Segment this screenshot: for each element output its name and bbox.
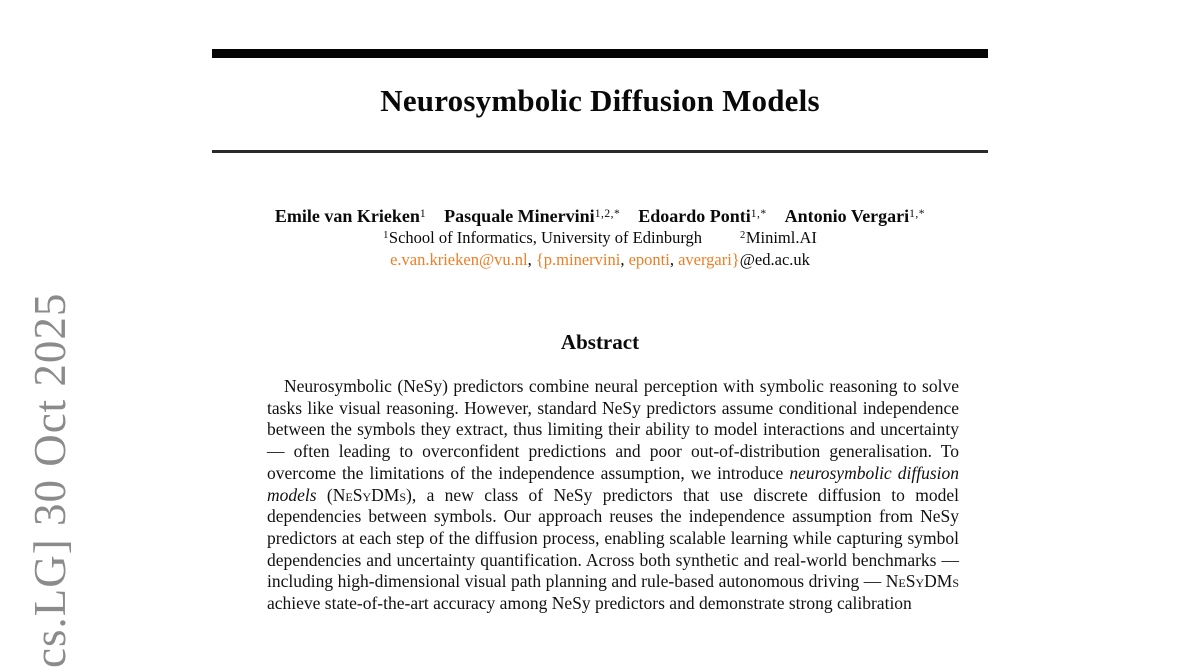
text-segment: Antonio Vergari xyxy=(784,206,910,226)
authors-line xyxy=(100,206,1100,227)
text-segment: School of Informatics, University of Edinburgh xyxy=(388,228,703,247)
text-segment: Miniml.AI xyxy=(745,228,817,247)
abstract-heading: Abstract xyxy=(560,330,640,354)
abstract-text xyxy=(267,376,959,615)
text-segment: 2 xyxy=(740,230,746,242)
email-link[interactable]: avergari} xyxy=(678,250,740,269)
text-segment: NeSyDMs xyxy=(885,571,959,592)
text-segment: ( xyxy=(316,484,333,505)
email-link[interactable]: eponti xyxy=(628,250,670,269)
title-thin-rule xyxy=(212,150,988,153)
text-segment: Emile van Krieken xyxy=(274,206,420,226)
text-segment: 1,2,* xyxy=(594,207,621,220)
text-segment: , xyxy=(620,250,629,269)
text-segment: 1 xyxy=(419,207,427,220)
email-link[interactable]: {p.minervini xyxy=(535,250,621,269)
text-segment: Pasquale Minervini xyxy=(444,206,595,226)
text-segment: @ed.ac.uk xyxy=(739,250,810,269)
text-segment: achieve state-of-the-art accuracy among NeSy predictors and demonstrate strong calibration xyxy=(267,593,912,614)
text-segment: , xyxy=(527,250,536,269)
text-segment: ), a new class of NeSy predictors that use discrete diffusion to model dependencies between symbols. Our approach reuses the independence assumption from NeSy predictors at each step of the diffusion process, enabling scalable learning while capturing symbol dependencies and uncertainty quantification. Across both synthetic and real-world benchmarks — including high-dimensional visual path planning and rule-based autonomous driving — xyxy=(267,484,960,592)
text-segment: Edoardo Ponti xyxy=(638,206,751,226)
arxiv-watermark: cs.LG] 30 Oct 2025 xyxy=(25,292,75,668)
top-thick-rule xyxy=(212,49,988,58)
paper-title: Neurosymbolic Diffusion Models xyxy=(380,83,820,118)
text-segment: neurosymbolic diffusion models xyxy=(267,462,959,505)
text-segment: 1 xyxy=(383,230,389,242)
text-segment: NeSyDMs xyxy=(332,484,407,505)
emails-line xyxy=(100,250,1100,270)
affiliations-line xyxy=(100,228,1100,248)
email-link[interactable]: e.van.krieken@vu.nl xyxy=(390,250,528,269)
text-segment: 1,* xyxy=(750,207,767,220)
text-segment: 1,* xyxy=(909,207,926,220)
text-segment: , xyxy=(669,250,679,269)
text-segment: Neurosymbolic (NeSy) predictors combine neural perception with symbolic reasoning to solve tasks like visual reasoning. However, standard NeSy predictors assume conditional independence between the symbols they extract, thus limiting their ability to model interactions and uncertainty — often leading to overconfident predictions and poor out-of-distribution generalisation. To overcome the limitations of the independence assumption, we introduce xyxy=(267,376,959,483)
